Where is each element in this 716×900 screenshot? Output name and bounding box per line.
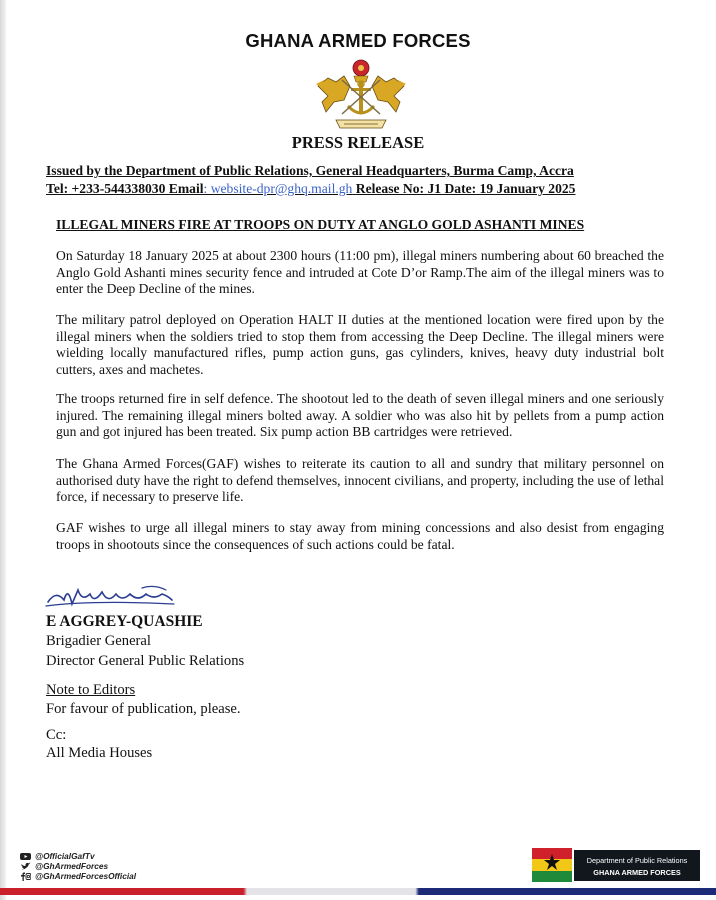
- youtube-handle: @OfficialGafTv: [35, 851, 95, 861]
- press-release-headline: ILLEGAL MINERS FIRE AT TROOPS ON DUTY AT ANGLO GOLD ASHANTI MINES: [56, 217, 585, 232]
- body-paragraph: On Saturday 18 January 2025 at about 2300 hours (11:00 pm), illegal miners numbering about 60 breached the Anglo Gold Ashanti mines security fence and intruded at Cote D’or Ramp.The aim of the illegal miners was to enter the Deep Decline of the mines.: [56, 248, 664, 297]
- telephone-label: Tel: +233-544338030 Email: [46, 181, 204, 196]
- facebook-instagram-handle: @GhArmedForcesOfficial: [35, 871, 137, 881]
- body-paragraph: GAF wishes to urge all illegal miners to stay away from mining concessions and also desist from engaging troops in shootouts since the consequences of such actions could be fatal.: [56, 520, 664, 552]
- note-to-editors-body: For favour of publication, please.: [46, 701, 241, 717]
- ghana-flag-emblem-icon: [532, 848, 572, 882]
- release-number-date: Release No: J1 Date: 19 January 2025: [355, 181, 576, 196]
- organization-title: GHANA ARMED FORCES: [245, 30, 471, 51]
- cc-label: Cc:: [46, 727, 67, 743]
- youtube-icon: [20, 852, 31, 861]
- signatory-office: Director General Public Relations: [46, 653, 245, 669]
- body-paragraph: The Ghana Armed Forces(GAF) wishes to reiterate its caution to all and sundry that military personnel on authorised duty have the right to defend themselves, innocent civilians, and property, including the use of lethal force, if necessary to preserve life.: [56, 456, 664, 505]
- note-to-editors-title: Note to Editors: [46, 682, 136, 698]
- social-twitter[interactable]: [20, 861, 108, 871]
- contact-line: [46, 181, 575, 197]
- signatory-rank: Brigadier General: [46, 633, 151, 649]
- twitter-icon: [20, 862, 31, 871]
- footer-color-bar: [0, 888, 716, 895]
- handwritten-signature: [42, 580, 182, 616]
- department-label: Department of Public Relations: [586, 856, 688, 865]
- twitter-handle: @GhArmedForces: [35, 861, 109, 871]
- body-paragraph: The troops returned fire in self defence. The shootout led to the death of seven illegal miners and one seriously injured. The remaining illegal miners bolted away. A soldier who was also hit by pellets from a pump action gun and got injured has been treated. Six pump action BB cartridges were retrieved.: [56, 391, 664, 440]
- social-facebook-instagram[interactable]: [20, 871, 136, 881]
- document-type: PRESS RELEASE: [291, 133, 425, 152]
- department-org: GHANA ARMED FORCES: [593, 868, 681, 877]
- department-badge: [574, 850, 700, 881]
- social-youtube[interactable]: [20, 851, 95, 861]
- email-link[interactable]: : website-dpr@ghq.mail.gh: [203, 181, 353, 196]
- crest-icon: [314, 56, 408, 134]
- cc-recipients: All Media Houses: [46, 745, 153, 761]
- signatory-name: E AGGREY-QUASHIE: [46, 613, 203, 630]
- issued-by-line: Issued by the Department of Public Relations, General Headquarters, Burma Camp, Accra: [46, 163, 574, 178]
- facebook-instagram-icon: [20, 872, 31, 881]
- body-paragraph: The military patrol deployed on Operation HALT II duties at the mentioned location were fired upon by the illegal miners when the soldiers tried to stop them from accessing the Deep Decline. The illegal miners were wielding locally manufactured rifles, pump action guns, gas cylinders, knives, heavy duty industrial bolt cutters, axes and machetes.: [56, 312, 664, 377]
